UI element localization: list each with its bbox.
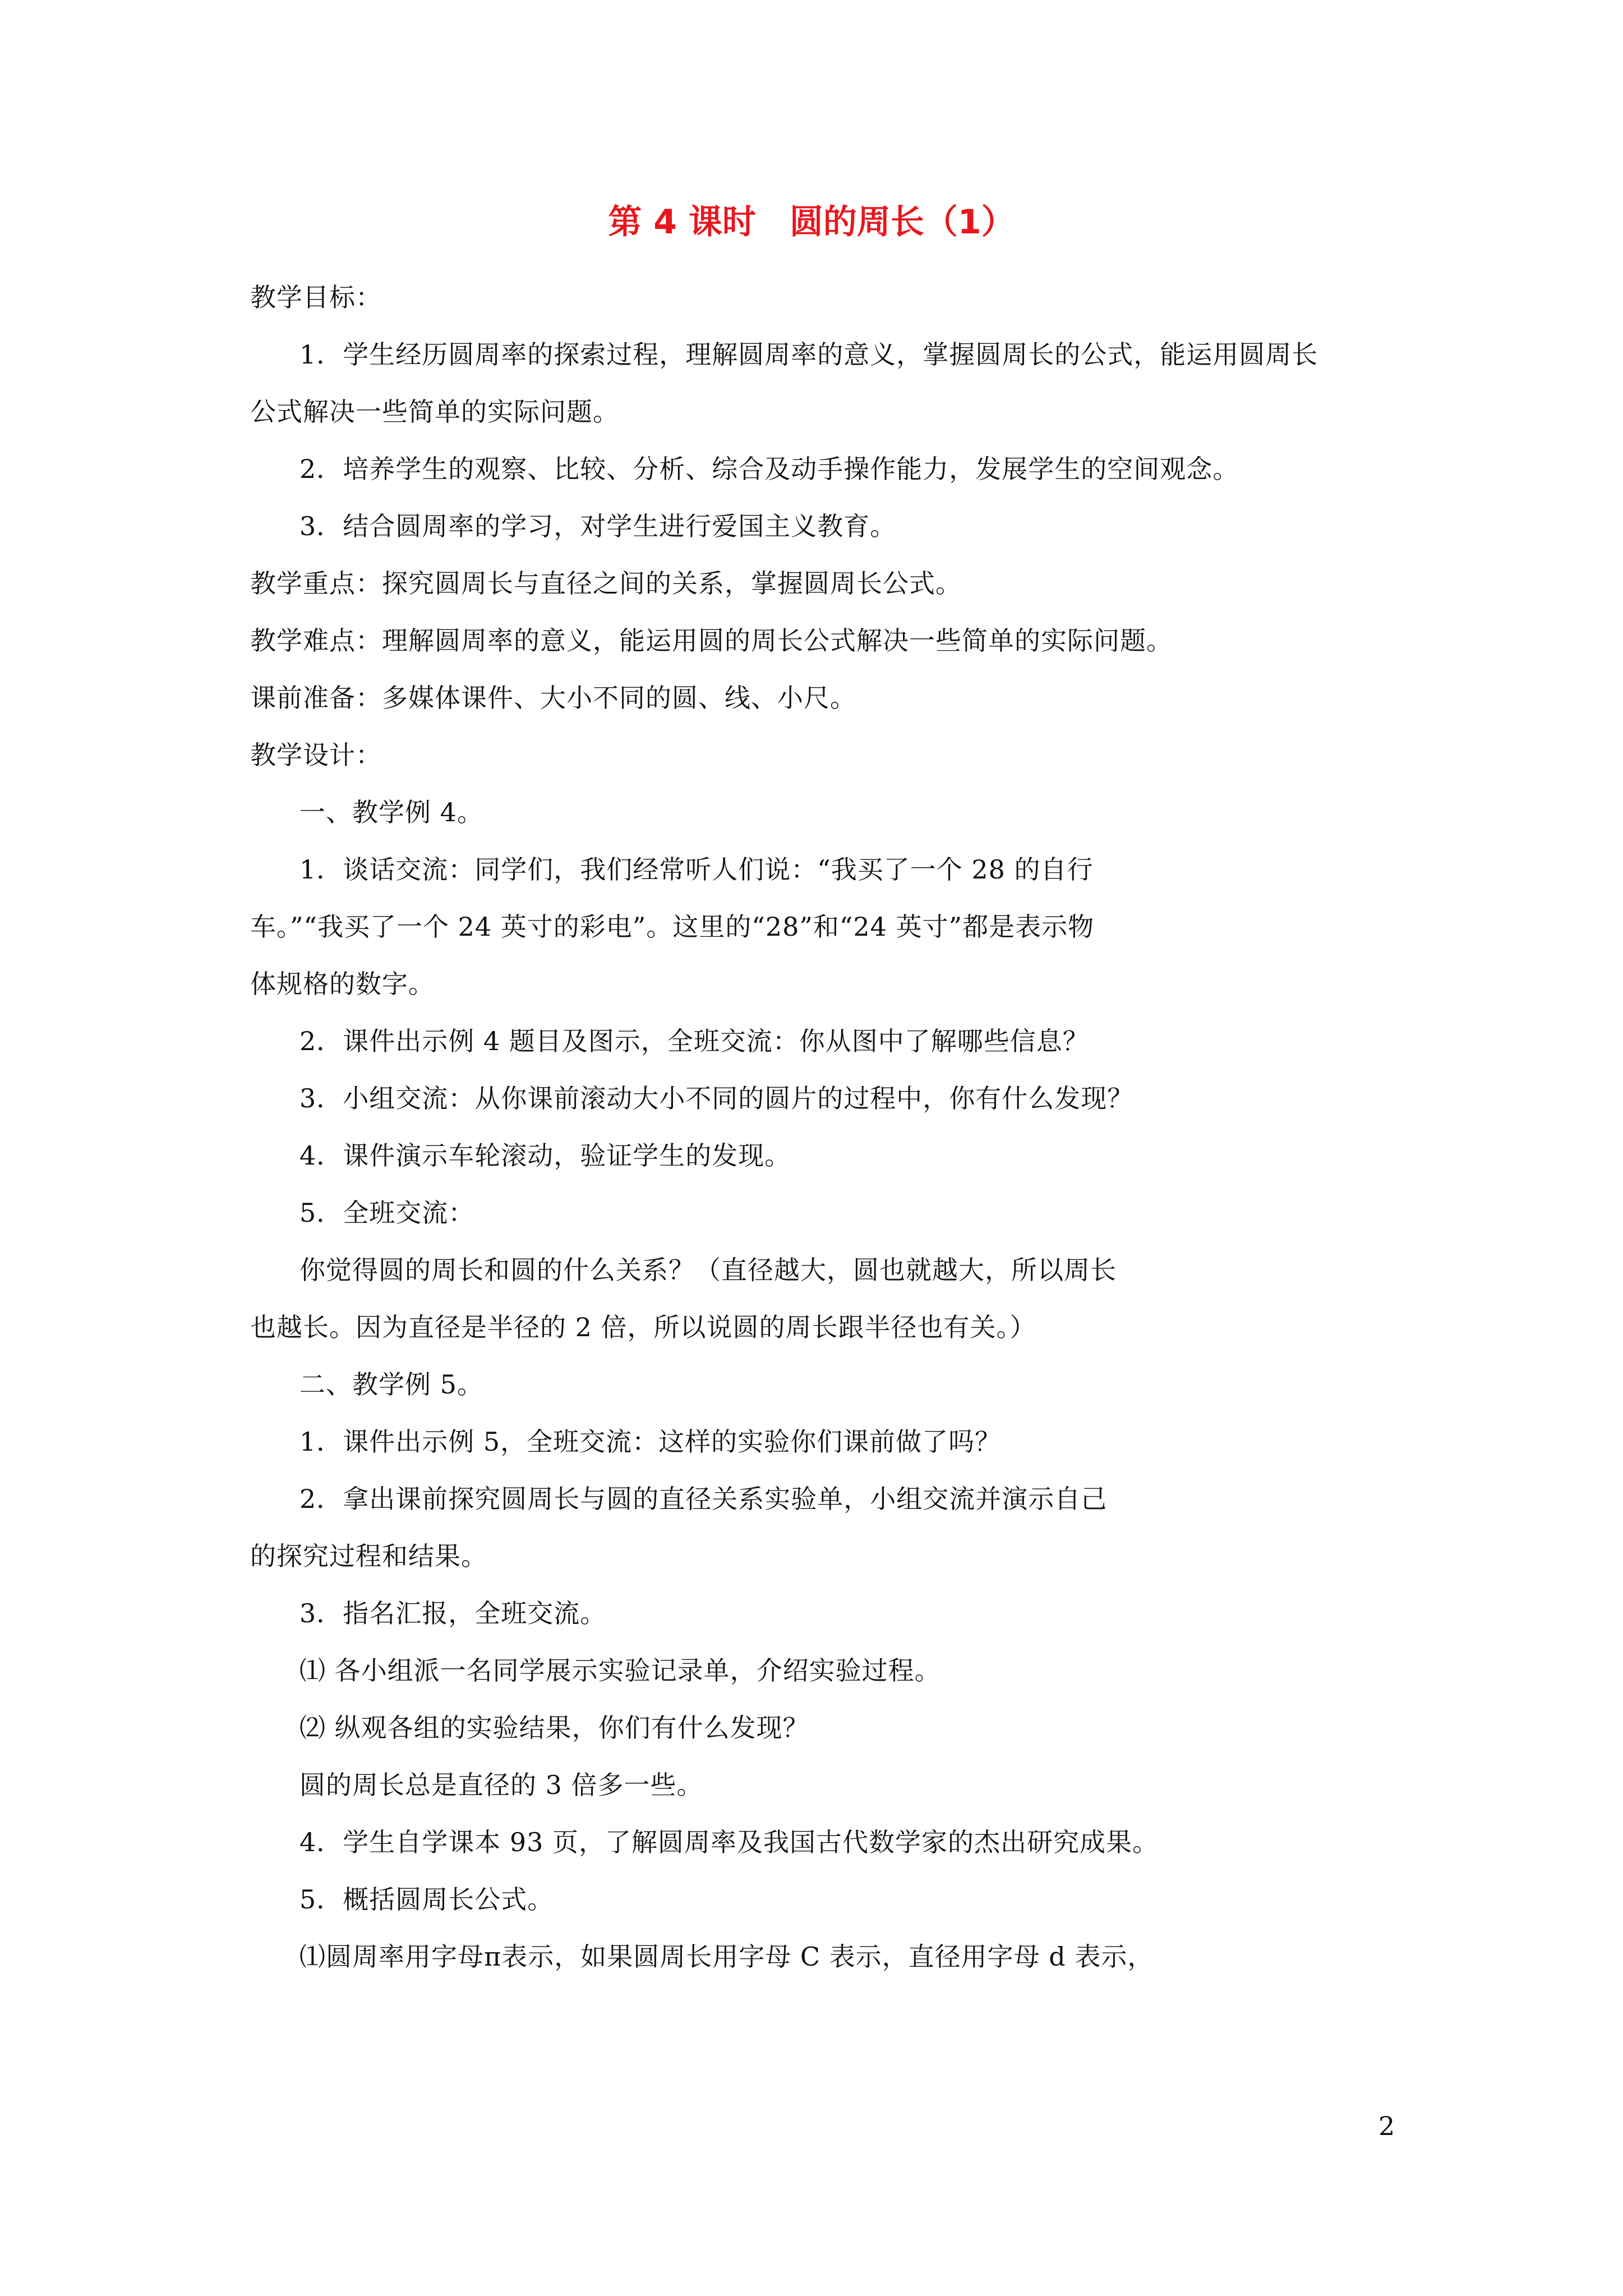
text-line: 课前准备：多媒体课件、大小不同的圆、线、小尺。 (250, 683, 856, 713)
text-line: 体规格的数字。 (250, 969, 435, 999)
lesson-title: 第 4 课时 圆的周长（1） (608, 203, 1015, 242)
text-line: 的探究过程和结果。 (250, 1541, 487, 1571)
text-line: 你觉得圆的周长和圆的什么关系？（直径越大，圆也就越大，所以周长 (299, 1255, 1117, 1285)
text-line: 教学目标： (250, 282, 382, 312)
text-line: 二、教学例 5。 (299, 1369, 483, 1400)
text-line: 一、教学例 4。 (299, 797, 483, 827)
text-line: 3．结合圆周率的学习，对学生进行爱国主义教育。 (299, 511, 897, 541)
text-line: ⑵ 纵观各组的实验结果，你们有什么发现？ (299, 1713, 809, 1743)
text-line: 1．谈话交流：同学们，我们经常听人们说：“我买了一个 28 的自行 (299, 854, 1094, 885)
text-line: 4．课件演示车轮滚动，验证学生的发现。 (299, 1140, 791, 1171)
text-line: 也越长。因为直径是半径的 2 倍，所以说圆的周长跟半径也有关。） (250, 1312, 1036, 1342)
text-line: 5．全班交流： (299, 1198, 475, 1228)
text-line: 4．学生自学课本 93 页，了解圆周率及我国古代数学家的杰出研究成果。 (299, 1827, 1159, 1857)
text-line: ⑴圆周率用字母π表示，如果圆周长用字母 C 表示，直径用字母 d 表示， (299, 1941, 1154, 1972)
text-line: 教学难点：理解圆周率的意义，能运用圆的周长公式解决一些简单的实际问题。 (250, 625, 1173, 656)
text-line: 教学重点：探究圆周长与直径之间的关系，掌握圆周长公式。 (250, 568, 962, 599)
page-number: 2 (1378, 2111, 1395, 2141)
text-line: 3．小组交流：从你课前滚动大小不同的圆片的过程中，你有什么发现？ (299, 1083, 1134, 1114)
text-line: ⑴ 各小组派一名同学展示实验记录单，介绍实验过程。 (299, 1655, 941, 1686)
text-line: 车。”“我买了一个 24 英寸的彩电”。这里的“28”和“24 英寸”都是表示物 (250, 912, 1095, 942)
text-line: 5．概括圆周长公式。 (299, 1884, 554, 1915)
text-line: 1．学生经历圆周率的探索过程，理解圆周率的意义，掌握圆周长的公式，能运用圆周长 (299, 339, 1318, 370)
text-line: 3．指名汇报，全班交流。 (299, 1598, 607, 1628)
text-line: 圆的周长总是直径的 3 倍多一些。 (299, 1770, 703, 1800)
text-line: 1．课件出示例 5，全班交流：这样的实验你们课前做了吗？ (299, 1427, 1002, 1457)
text-line: 2．课件出示例 4 题目及图示，全班交流：你从图中了解哪些信息？ (299, 1026, 1089, 1056)
text-line: 2．培养学生的观察、比较、分析、综合及动手操作能力，发展学生的空间观念。 (299, 454, 1239, 484)
text-line: 2．拿出课前探究圆周长与圆的直径关系实验单，小组交流并演示自己 (299, 1484, 1108, 1514)
text-line: 公式解决一些简单的实际问题。 (250, 397, 619, 427)
text-line: 教学设计： (250, 740, 382, 770)
